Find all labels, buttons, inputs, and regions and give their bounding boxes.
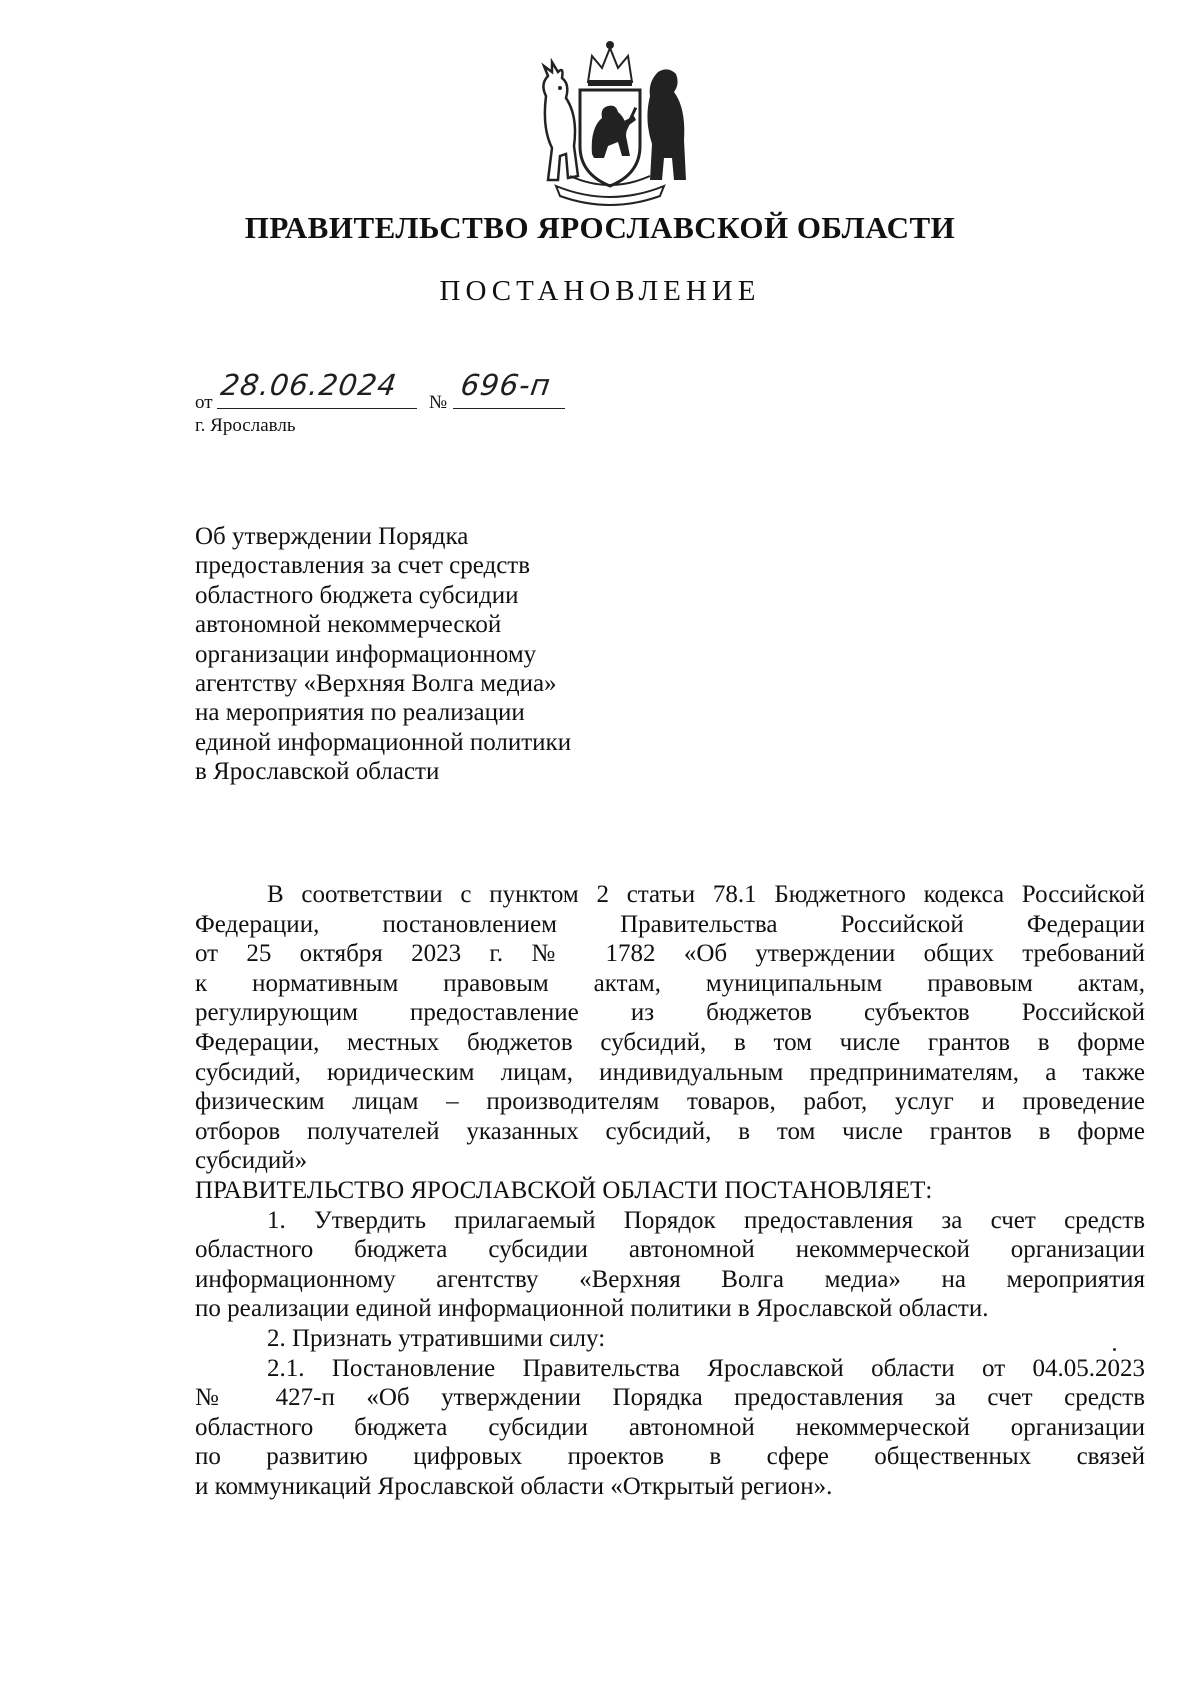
item2: 2. Признать утратившими силу: xyxy=(267,1324,606,1352)
document-body xyxy=(195,880,1145,1501)
preamble-line: регулирующим предоставление из бюджетов субъектов Российской xyxy=(195,999,1145,1027)
preamble-line: от 25 октября 2023 г. № 1782 «Об утверждении общих требований xyxy=(195,940,1145,968)
preamble-line: к нормативным правовым актам, муниципальным правовым актам, xyxy=(195,969,1145,997)
government-title: ПРАВИТЕЛЬСТВО ЯРОСЛАВСКОЙ ОБЛАСТИ xyxy=(244,210,956,245)
subject-line: автономной некоммерческой xyxy=(195,611,502,639)
item21-line: по развитию цифровых проектов в сфере общественных связей xyxy=(195,1443,1145,1471)
subject-line: предоставления за счет средств xyxy=(195,552,531,580)
date-underline xyxy=(217,408,417,409)
preamble-line: субсидий, юридическим лицам, индивидуальным предпринимателям, а также xyxy=(195,1058,1145,1086)
preamble-line: субсидий» xyxy=(195,1147,308,1175)
subject-line: организации информационному xyxy=(195,640,537,668)
number-label: № xyxy=(429,392,448,413)
subject-line: в Ярославской области xyxy=(195,758,440,786)
document-type: ПОСТАНОВЛЕНИЕ xyxy=(439,275,761,307)
subject-line: на мероприятия по реализации xyxy=(195,699,525,727)
handwritten-date: 28.06.2024 xyxy=(218,368,400,402)
preamble-line: физическим лицам – производителям товаров, работ, услуг и проведение xyxy=(195,1088,1145,1116)
subject-line: Об утверждении Порядка xyxy=(195,523,469,550)
handwritten-number: 696-п xyxy=(458,368,554,402)
preamble-line: Федерации, местных бюджетов субсидий, в том числе грантов в форме xyxy=(195,1028,1145,1056)
item1-line: по реализации единой информационной политики в Ярославской области. xyxy=(195,1295,989,1323)
preamble-line: Федерации, постановлением Правительства Российской Федерации xyxy=(195,910,1145,938)
city: г. Ярославль xyxy=(195,415,296,436)
item1-line: информационному агентству «Верхняя Волга медиа» на мероприятия xyxy=(195,1265,1145,1293)
document-subject xyxy=(195,522,715,787)
number-underline xyxy=(453,408,565,409)
item1-line: областного бюджета субсидии автономной некоммерческой организации xyxy=(195,1236,1145,1264)
yaroslavl-coat-of-arms-icon xyxy=(530,36,690,208)
preamble-line: В соответствии с пунктом 2 статьи 78.1 Бюджетного кодекса Российской xyxy=(267,881,1145,908)
subject-line: областного бюджета субсидии xyxy=(195,581,519,609)
preamble-line: отборов получателей указанных субсидий, в том числе грантов в форме xyxy=(195,1117,1145,1145)
emblem-drawing xyxy=(530,36,690,208)
date-number-line xyxy=(195,368,595,412)
from-label: от xyxy=(195,392,213,413)
item21-line: 2.1. Постановление Правительства Ярославской области от 04.05.2023 xyxy=(267,1354,1145,1382)
item21-line: и коммуникаций Ярославской области «Открытый регион». xyxy=(195,1472,833,1500)
item1-line: 1. Утвердить прилагаемый Порядок предоставления за счет средств xyxy=(267,1206,1145,1234)
scan-speck xyxy=(1113,1348,1116,1351)
subject-line: агентству «Верхняя Волга медиа» xyxy=(195,670,557,698)
item21-line: областного бюджета субсидии автономной некоммерческой организации xyxy=(195,1413,1145,1441)
subject-line: единой информационной политики xyxy=(195,728,572,756)
item21-line: № 427-п «Об утверждении Порядка предоставления за счет средств xyxy=(195,1384,1145,1412)
resolves-heading: ПРАВИТЕЛЬСТВО ЯРОСЛАВСКОЙ ОБЛАСТИ ПОСТАНОВЛЯЕТ: xyxy=(195,1176,933,1204)
